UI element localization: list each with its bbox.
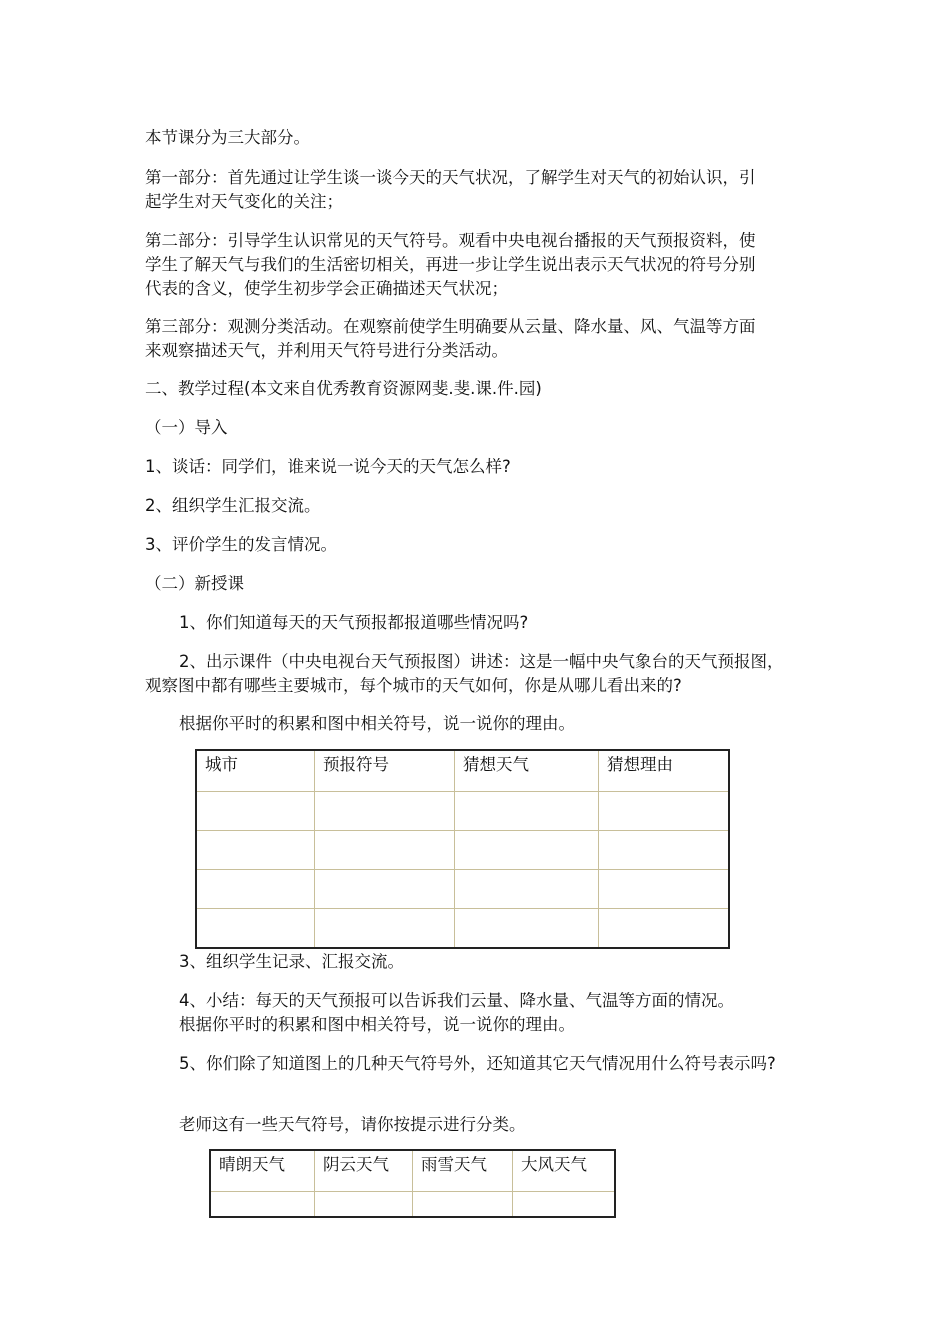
header-cell: 雨雪天气 bbox=[413, 1151, 513, 1192]
table-cell[interactable] bbox=[197, 792, 315, 831]
table-cell[interactable] bbox=[599, 792, 729, 831]
table-row bbox=[197, 909, 729, 948]
table-cell[interactable] bbox=[315, 870, 455, 909]
table-cell[interactable] bbox=[211, 1192, 315, 1217]
subsection-intro: （一）导入 bbox=[145, 418, 228, 437]
header-cell: 猜想天气 bbox=[455, 751, 599, 792]
header-cell: 城市 bbox=[197, 751, 315, 792]
new-step-3: 3、组织学生记录、汇报交流。 bbox=[179, 952, 404, 971]
step-2: 2、组织学生汇报交流。 bbox=[145, 496, 321, 515]
table-row bbox=[211, 1192, 615, 1217]
table-cell[interactable] bbox=[599, 831, 729, 870]
forecast-table bbox=[196, 750, 729, 948]
table-row bbox=[197, 792, 729, 831]
summary-line-1: 4、小结：每天的天气预报可以告诉我们云量、降水量、气温等方面的情况。 bbox=[179, 991, 734, 1010]
classify-prompt: 老师这有一些天气符号，请你按提示进行分类。 bbox=[179, 1115, 526, 1134]
table-cell[interactable] bbox=[455, 831, 599, 870]
part-one-line-1: 第一部分：首先通过让学生谈一谈今天的天气状况，了解学生对天气的初始认识，引 bbox=[145, 168, 756, 187]
table-cell[interactable] bbox=[599, 909, 729, 948]
step-1: 1、谈话：同学们，谁来说一说今天的天气怎么样? bbox=[145, 457, 511, 476]
new-step-2-line-2: 观察图中都有哪些主要城市，每个城市的天气如何，你是从哪儿看出来的? bbox=[145, 676, 682, 695]
part-one-line-2: 起学生对天气变化的关注； bbox=[145, 192, 343, 211]
table-cell[interactable] bbox=[315, 1192, 413, 1217]
table-cell[interactable] bbox=[599, 870, 729, 909]
new-step-2-line-1: 2、出示课件（中央电视台天气预报图）讲述：这是一幅中央气象台的天气预报图， bbox=[179, 652, 784, 671]
summary-line-2: 根据你平时的积累和图中相关符号，说一说你的理由。 bbox=[179, 1015, 575, 1034]
part-two-line-3: 代表的含义，使学生初步学会正确描述天气状况； bbox=[145, 279, 508, 298]
table-cell[interactable] bbox=[455, 792, 599, 831]
table-cell[interactable] bbox=[197, 909, 315, 948]
table-cell[interactable] bbox=[197, 831, 315, 870]
part-two-line-2: 学生了解天气与我们的生活密切相关，再进一步让学生说出表示天气状况的符号分别 bbox=[145, 255, 756, 274]
table-cell[interactable] bbox=[315, 831, 455, 870]
header-cell: 阴云天气 bbox=[315, 1151, 413, 1192]
table-row bbox=[197, 831, 729, 870]
new-step-1: 1、你们知道每天的天气预报都报道哪些情况吗? bbox=[179, 613, 529, 632]
weather-classify-table bbox=[210, 1150, 615, 1217]
table-cell[interactable] bbox=[315, 792, 455, 831]
reason-prompt: 根据你平时的积累和图中相关符号，说一说你的理由。 bbox=[179, 714, 575, 733]
intro-line: 本节课分为三大部分。 bbox=[145, 128, 310, 147]
header-cell: 预报符号 bbox=[315, 751, 455, 792]
section-heading: 二、教学过程(本文来自优秀教育资源网斐.斐.课.件.园) bbox=[145, 379, 542, 398]
part-three-line-2: 来观察描述天气，并利用天气符号进行分类活动。 bbox=[145, 341, 508, 360]
part-two-line-1: 第二部分：引导学生认识常见的天气符号。观看中央电视台播报的天气预报资料，使 bbox=[145, 231, 756, 250]
table-header-row bbox=[211, 1151, 615, 1192]
table-cell[interactable] bbox=[455, 909, 599, 948]
table-cell[interactable] bbox=[413, 1192, 513, 1217]
table-cell[interactable] bbox=[197, 870, 315, 909]
subsection-new-lesson: （二）新授课 bbox=[145, 574, 244, 593]
table-cell[interactable] bbox=[455, 870, 599, 909]
table-header-row bbox=[197, 751, 729, 792]
header-cell: 大风天气 bbox=[513, 1151, 615, 1192]
header-cell: 猜想理由 bbox=[599, 751, 729, 792]
part-three-line-1: 第三部分：观测分类活动。在观察前使学生明确要从云量、降水量、风、气温等方面 bbox=[145, 317, 756, 336]
table-cell[interactable] bbox=[513, 1192, 615, 1217]
table-row bbox=[197, 870, 729, 909]
table-cell[interactable] bbox=[315, 909, 455, 948]
step-3: 3、评价学生的发言情况。 bbox=[145, 535, 337, 554]
new-step-5: 5、你们除了知道图上的几种天气符号外，还知道其它天气情况用什么符号表示吗? bbox=[179, 1054, 776, 1073]
header-cell: 晴朗天气 bbox=[211, 1151, 315, 1192]
